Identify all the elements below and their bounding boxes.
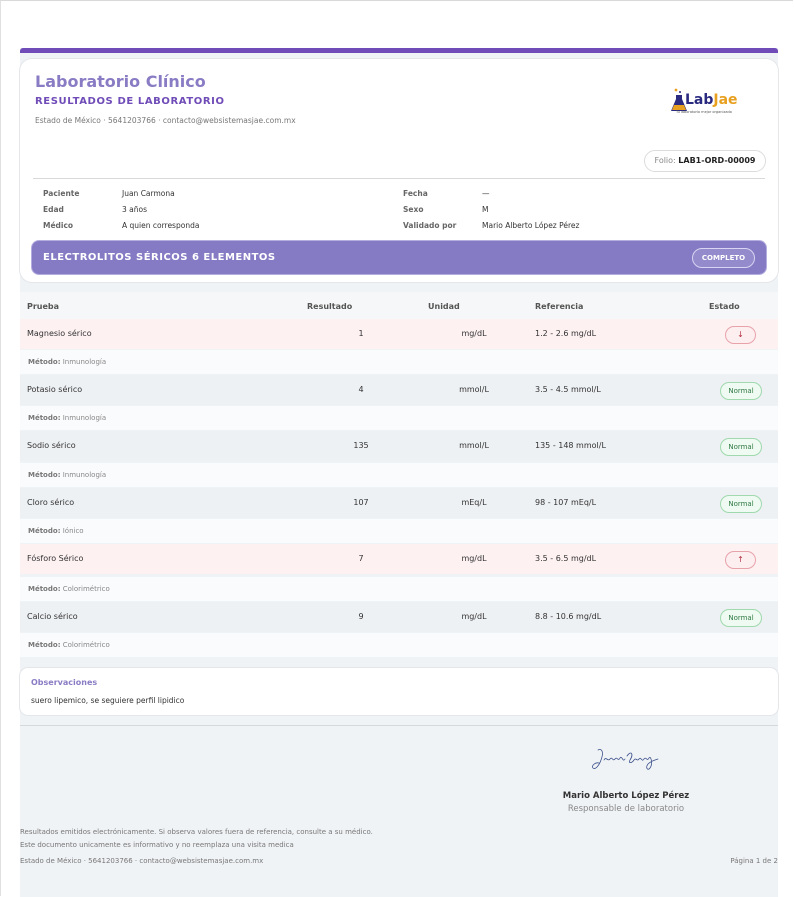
header-divider (33, 178, 765, 179)
validated-label: Validado por (403, 221, 457, 230)
method-row (20, 463, 778, 487)
method-row (20, 350, 778, 374)
test-reference: 3.5 - 6.5 mg/dL (535, 554, 597, 563)
footer-contact: Estado de México · 5641203766 · contacto@websistemasjae.com.mx (20, 857, 264, 865)
observations-card (20, 668, 778, 715)
date-value: — (482, 189, 490, 198)
method-label: Método: (28, 471, 61, 479)
test-result: 7 (358, 554, 364, 563)
method-row (20, 577, 778, 601)
date-label: Fecha (403, 189, 428, 198)
status-normal-badge: Normal (720, 382, 762, 400)
method-label: Método: (28, 641, 61, 649)
table-row (20, 602, 778, 632)
test-result: 1 (358, 329, 364, 338)
col-estado: Estado (709, 302, 740, 311)
test-unit: mEq/L (461, 498, 487, 507)
signer-role: Responsable de laboratorio (567, 804, 685, 814)
folio-label: Folio: (654, 156, 676, 165)
test-reference: 3.5 - 4.5 mmol/L (535, 385, 601, 394)
test-name: Calcio sérico (27, 612, 78, 621)
test-name: Potasio sérico (27, 385, 83, 394)
col-resultado: Resultado (307, 302, 353, 311)
method-label: Método: (28, 527, 61, 535)
test-reference: 1.2 - 2.6 mg/dL (535, 329, 597, 338)
doctor-label: Médico (43, 221, 74, 230)
test-name: Cloro sérico (27, 498, 75, 507)
folio-badge (644, 150, 766, 172)
test-name: Magnesio sérico (27, 329, 92, 338)
method-label: Método: (28, 585, 61, 593)
report-subtitle: RESULTADOS DE LABORATORIO (35, 96, 225, 107)
test-unit: mmol/L (459, 385, 489, 394)
test-reference: 98 - 107 mEq/L (535, 498, 597, 507)
test-result: 135 (353, 441, 369, 450)
table-row (20, 431, 778, 461)
col-unidad: Unidad (428, 302, 460, 311)
table-row (20, 319, 778, 349)
test-result: 9 (358, 612, 364, 621)
status-low-icon: ↓ (725, 326, 756, 344)
method-value: Inmunología (62, 358, 107, 366)
test-unit: mg/dL (461, 554, 487, 563)
section-header (32, 241, 766, 274)
test-unit: mg/dL (461, 612, 487, 621)
age-label: Edad (43, 205, 64, 214)
logo-wordmark (685, 92, 738, 108)
logo-text-jae: Jae (713, 92, 738, 108)
status-normal-badge: Normal (720, 609, 762, 627)
method-row (20, 519, 778, 543)
age-value: 3 años (122, 205, 148, 214)
status-high-icon: ↑ (725, 551, 756, 569)
patient-label: Paciente (43, 189, 80, 198)
footer-divider (20, 725, 778, 726)
section-title: ELECTROLITOS SÉRICOS 6 ELEMENTOS (43, 252, 276, 263)
method-label: Método: (28, 414, 61, 422)
table-row (20, 544, 778, 574)
test-reference: 8.8 - 10.6 mg/dL (535, 612, 602, 621)
method-row (20, 633, 778, 657)
footer-note: Resultados emitidos electrónicamente. Si observa valores fuera de referencia, consulte a su médico. (20, 828, 373, 836)
col-prueba: Prueba (27, 302, 60, 311)
footer-disclaimer: Este documento unicamente es informativo y no reemplaza una visita medica (20, 841, 294, 849)
test-reference: 135 - 148 mmol/L (535, 441, 606, 450)
method-value: Iónico (62, 527, 84, 535)
method-row (20, 406, 778, 430)
logo-text-lab: Lab (685, 92, 714, 108)
page-number: Página 1 de 2 (730, 857, 778, 865)
observations-title: Observaciones (31, 678, 98, 687)
status-badge: COMPLETO (692, 248, 755, 268)
test-result: 107 (353, 498, 369, 507)
method-value: Colorimétrico (62, 585, 110, 593)
status-normal-badge: Normal (720, 495, 762, 513)
lab-contact: Estado de México · 5641203766 · contacto@websistemasjae.com.mx (35, 116, 296, 125)
patient-name: Juan Carmona (122, 189, 175, 198)
observations-text: suero lipemico, se seguiere perfil lipidico (31, 696, 185, 705)
accent-bar (20, 48, 778, 53)
col-referencia: Referencia (535, 302, 584, 311)
status-normal-badge: Normal (720, 438, 762, 456)
table-header (20, 292, 778, 320)
table-row (20, 375, 778, 405)
lab-name: Laboratorio Clínico (35, 72, 206, 91)
test-unit: mmol/L (459, 441, 489, 450)
validated-value: Mario Alberto López Pérez (482, 221, 580, 230)
test-unit: mg/dL (461, 329, 487, 338)
test-result: 4 (358, 385, 364, 394)
signature-image (590, 746, 660, 776)
table-row (20, 488, 778, 518)
folio-value: LAB1-ORD-00009 (678, 156, 756, 165)
logo-tagline: Tu laboratorio mejor organizado (676, 110, 732, 114)
sex-label: Sexo (403, 205, 424, 214)
method-value: Inmunología (62, 414, 107, 422)
method-value: Inmunología (62, 471, 107, 479)
method-label: Método: (28, 358, 61, 366)
signer-name: Mario Alberto López Pérez (562, 791, 690, 801)
header-card (20, 59, 778, 282)
test-name: Fósforo Sérico (27, 554, 84, 563)
doctor-value: A quien corresponda (122, 221, 200, 230)
sex-value: M (482, 205, 489, 214)
report-sheet (20, 48, 778, 897)
lab-logo (670, 85, 740, 119)
method-value: Colorimétrico (62, 641, 110, 649)
test-name: Sodio sérico (27, 441, 76, 450)
